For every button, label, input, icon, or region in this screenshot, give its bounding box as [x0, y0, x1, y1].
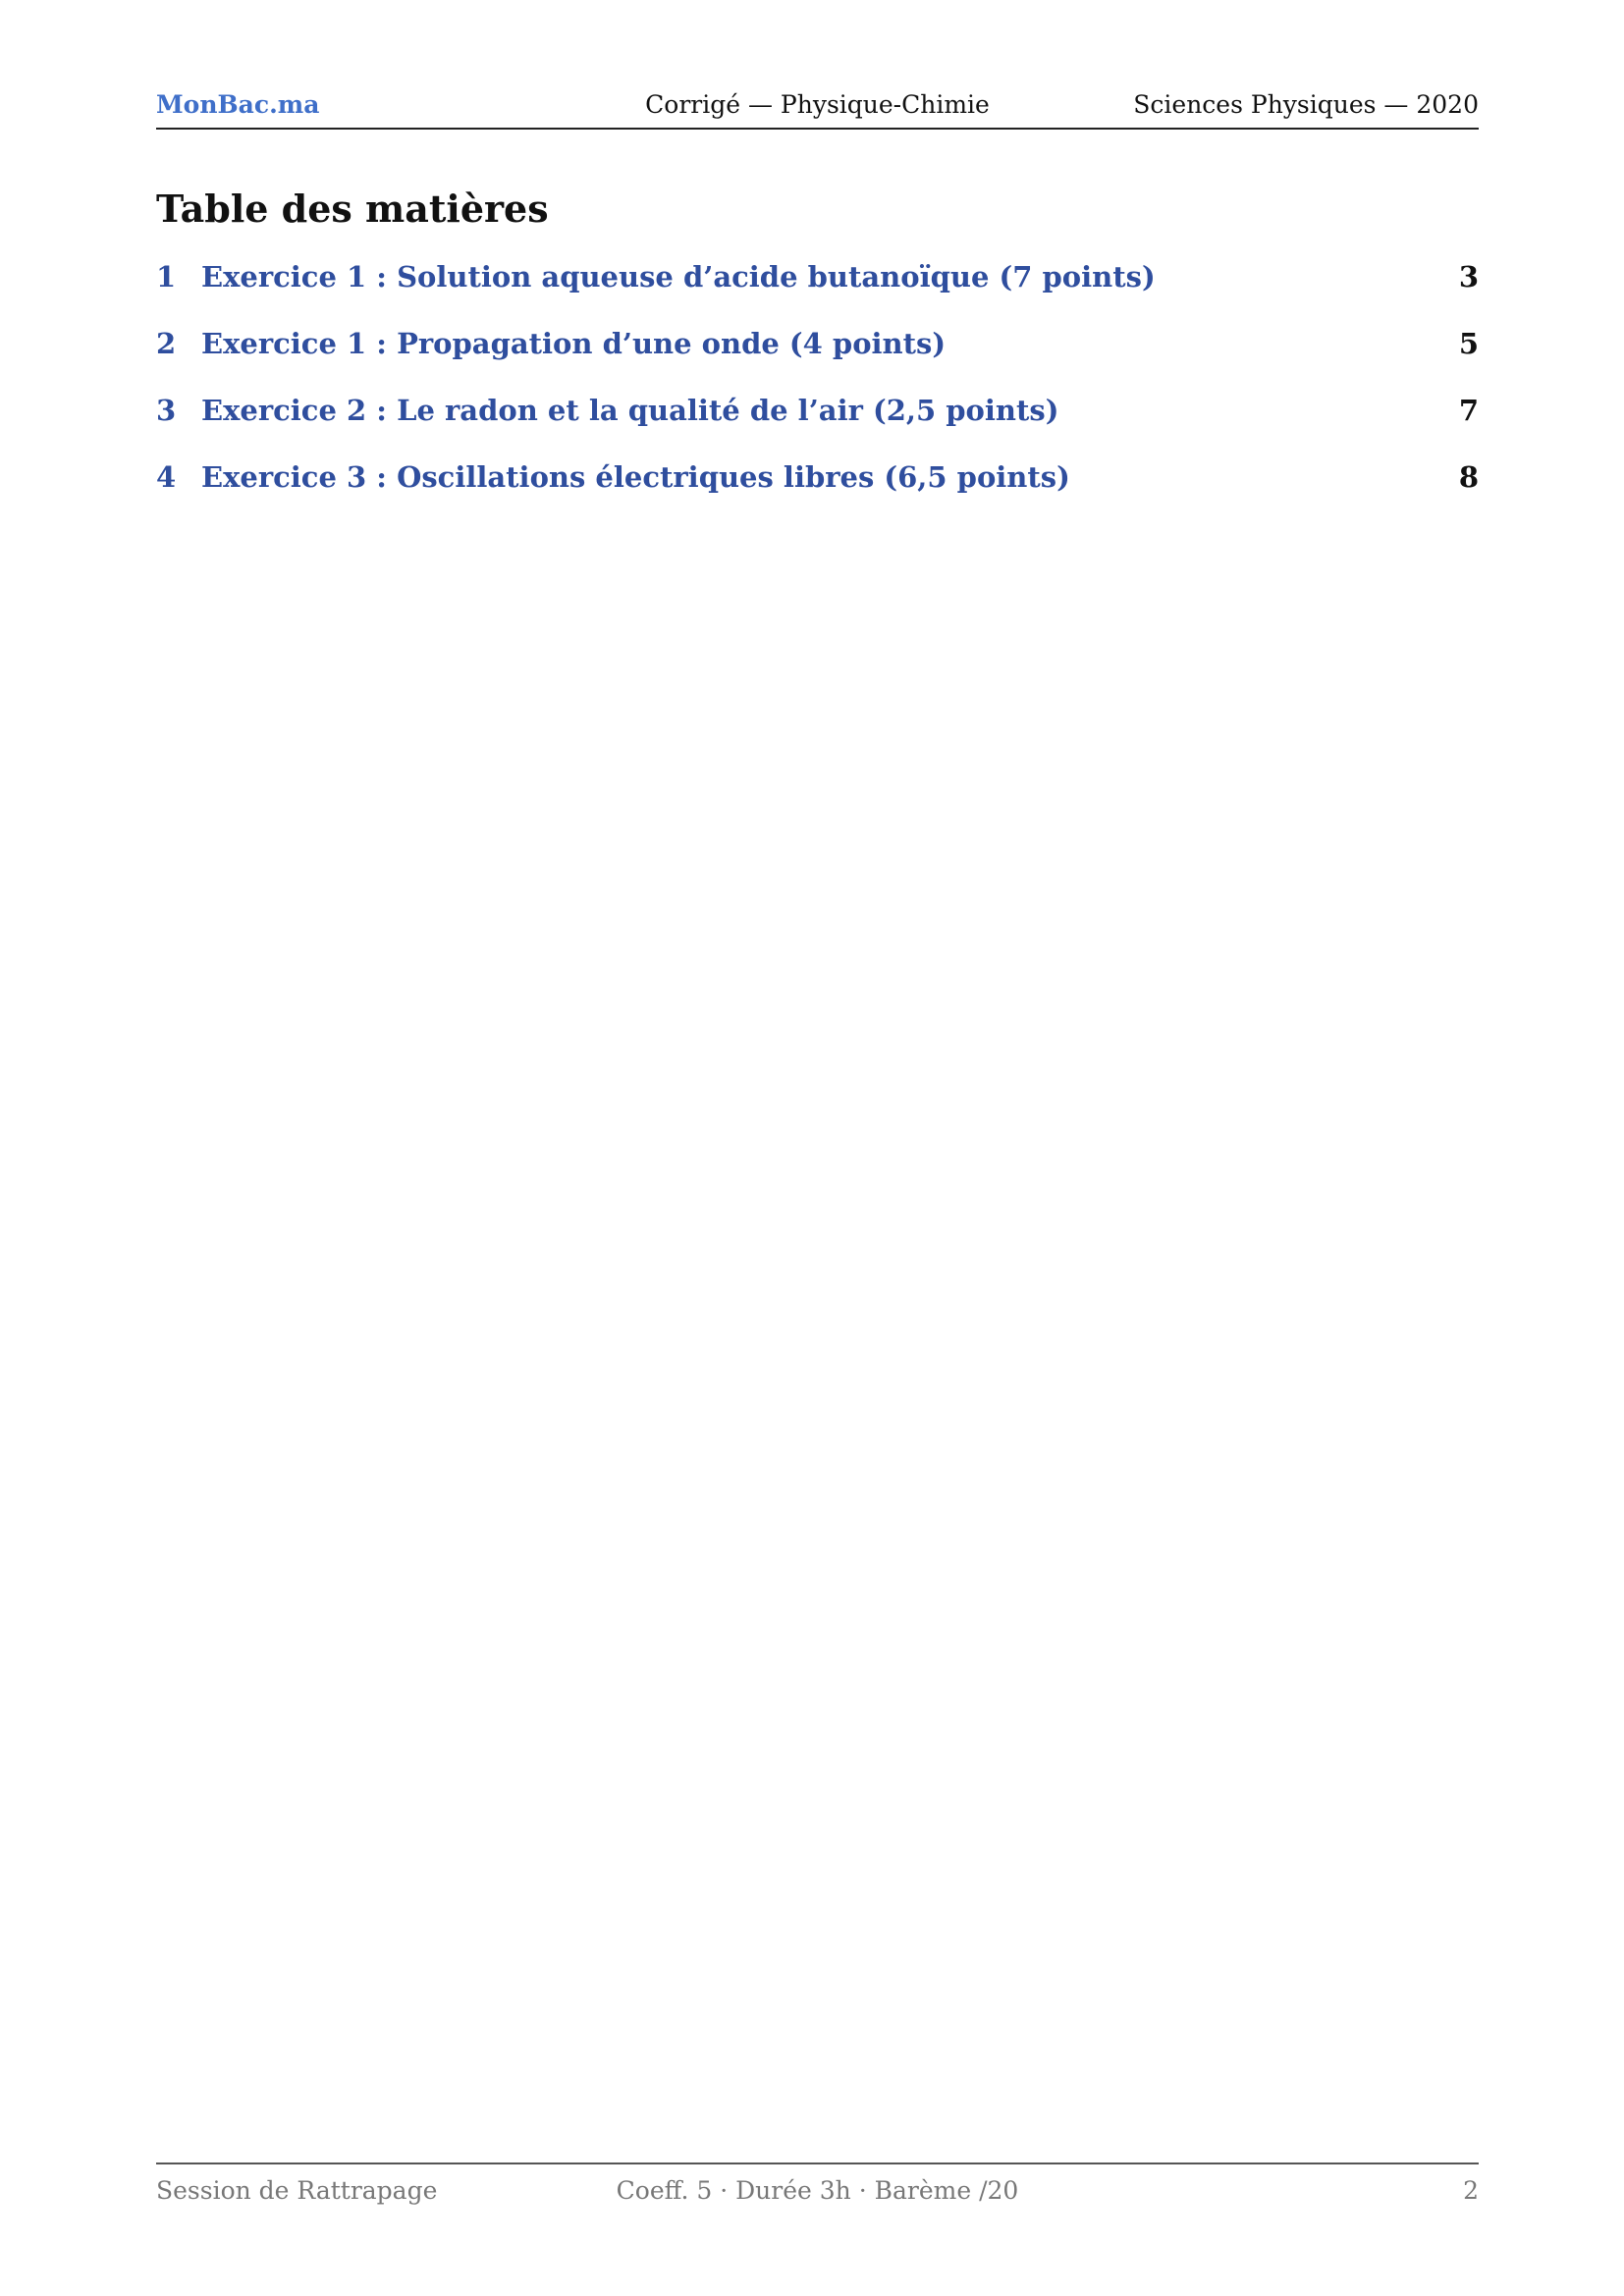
table-of-contents: [156, 260, 1479, 527]
toc-entry-page: 7: [1458, 394, 1479, 427]
toc-entry-4[interactable]: [156, 460, 1479, 527]
toc-entry-1[interactable]: [156, 260, 1479, 327]
header-subject-year: Sciences Physiques — 2020: [1133, 90, 1479, 119]
toc-title: Table des matières: [156, 187, 549, 231]
toc-entry-number[interactable]: 4: [156, 460, 177, 494]
footer-exam-info: Coeff. 5 · Durée 3h · Barème /20: [616, 2176, 1019, 2205]
toc-entry-number[interactable]: 3: [156, 394, 177, 427]
footer-session: Session de Rattrapage: [156, 2176, 438, 2205]
header-document-title: Corrigé — Physique-Chimie: [645, 90, 990, 119]
toc-entry-link[interactable]: Exercice 1 : Propagation d’une onde (4 points): [201, 327, 947, 360]
toc-entry-page: 5: [1458, 327, 1479, 360]
toc-entry-page: 3: [1458, 260, 1479, 294]
page-footer: [156, 2163, 1479, 2205]
toc-entry-page: 8: [1458, 460, 1479, 494]
toc-entry-3[interactable]: [156, 394, 1479, 460]
toc-entry-2[interactable]: [156, 327, 1479, 394]
toc-entry-link[interactable]: Exercice 3 : Oscillations électriques libres (6,5 points): [201, 460, 1070, 494]
toc-entry-link[interactable]: Exercice 2 : Le radon et la qualité de l’air (2,5 points): [201, 394, 1059, 427]
page-header: [156, 90, 1479, 130]
page-number: 2: [1463, 2176, 1479, 2205]
toc-entry-link[interactable]: Exercice 1 : Solution aqueuse d’acide butanoïque (7 points): [201, 260, 1156, 294]
toc-entry-number[interactable]: 2: [156, 327, 177, 360]
toc-entry-number[interactable]: 1: [156, 260, 177, 294]
site-name-link[interactable]: MonBac.ma: [156, 90, 320, 119]
